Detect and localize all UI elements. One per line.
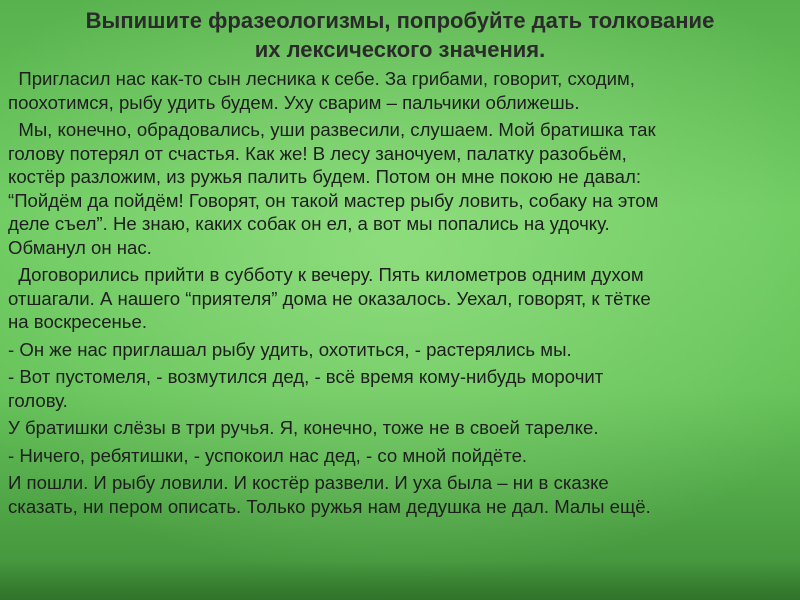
paragraph [8, 118, 796, 259]
text-line: отшагали. А нашего “приятеля” дома не оказалось. Уехал, говорят, к тётке [8, 287, 651, 309]
slide-title [0, 6, 800, 64]
story-text [8, 67, 796, 522]
slide-title-line: их лексического значения. [254, 37, 546, 62]
text-line: Мы, конечно, обрадовались, уши развесили, слушаем. Мой братишка так [8, 119, 656, 140]
text-line: костёр разложим, из ружья палить будем. Потом он мне покою не давал: [8, 166, 642, 187]
text-line: деле съел”. Не знаю, каких собак он ел, а вот мы попались на удочку. [8, 213, 610, 234]
text-line: сказать, ни пером описать. Только ружья нам дедушка не дал. Малы ещё. [8, 495, 651, 517]
text-line: У братишки слёзы в три ручья. Я, конечно, тоже не в своей тарелке. [8, 417, 599, 438]
paragraph [8, 263, 796, 334]
paragraph [8, 471, 796, 518]
text-line: Обманул он нас. [8, 236, 152, 258]
text-line: - Вот пустомеля, - возмутился дед, - всё время кому-нибудь морочит [8, 366, 604, 387]
paragraph [8, 365, 796, 412]
text-line: - Ничего, ребятишки, - успокоил нас дед, - со мной пойдёте. [8, 444, 528, 466]
text-line: Пригласил нас как-то сын лесника к себе. За грибами, говорит, сходим, [8, 68, 635, 89]
text-line: - Он же нас приглашал рыбу удить, охотиться, - растерялись мы. [8, 338, 572, 360]
text-line: Договорились прийти в субботу к вечеру. Пять километров одним духом [8, 264, 644, 285]
text-line: “Пойдём да пойдём! Говорят, он такой мастер рыбу ловить, собаку на этом [8, 189, 659, 211]
text-line: поохотимся, рыбу удить будем. Уху сварим – пальчики оближешь. [8, 91, 580, 113]
paragraph [8, 416, 796, 440]
paragraph [8, 67, 796, 114]
paragraph [8, 338, 796, 362]
text-line: на воскресенье. [8, 311, 147, 332]
text-line: И пошли. И рыбу ловили. И костёр развели. И уха была – ни в сказке [8, 472, 609, 493]
text-line: голову потерял от счастья. Как же! В лесу заночуем, палатку разобьём, [8, 142, 627, 164]
paragraph [8, 444, 796, 468]
slide-title-line: Выпишите фразеологизмы, попробуйте дать толкование [85, 8, 715, 33]
text-line: голову. [8, 389, 68, 411]
